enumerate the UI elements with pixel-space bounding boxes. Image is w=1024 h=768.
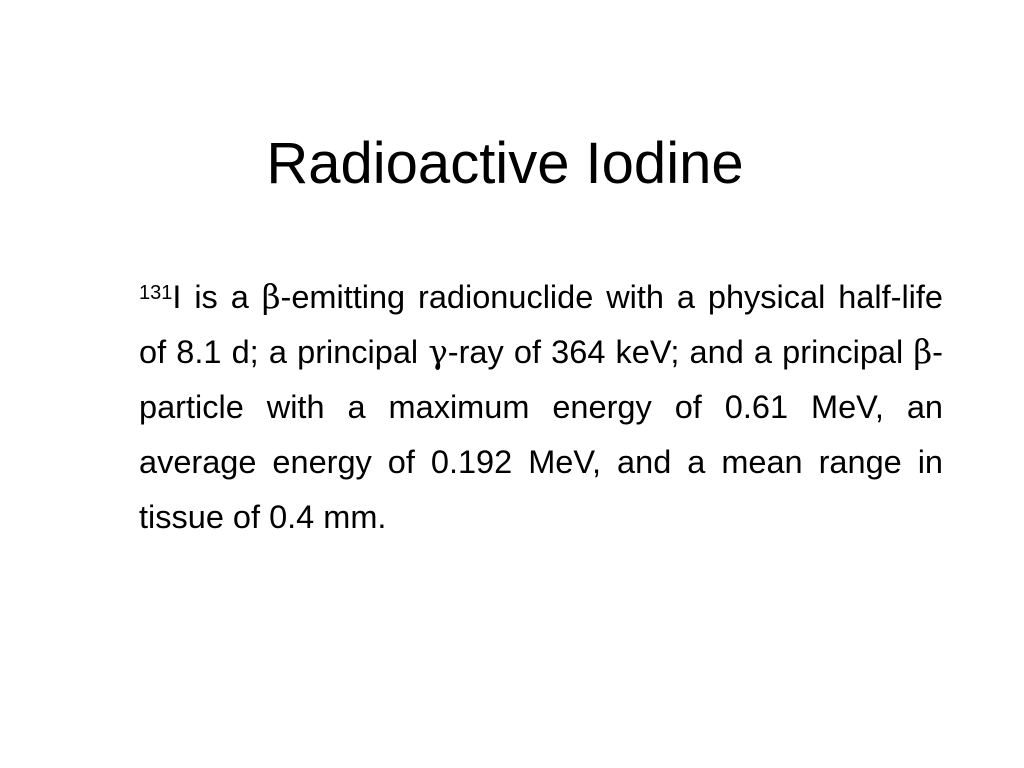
body-text-segment: is a <box>181 279 262 315</box>
mass-number-superscript: 131 <box>139 282 173 304</box>
body-text-segment: -emitting radionuclide with a physical half-life of 8.1 d; a principal <box>139 279 943 370</box>
element-symbol: I <box>172 279 182 315</box>
gamma-symbol: γ <box>428 333 448 371</box>
beta-symbol: β <box>261 278 281 316</box>
body-paragraph <box>139 270 943 545</box>
slide-title: Radioactive Iodine <box>266 131 744 196</box>
body-text-segment: -particle with a maximum energy of 0.61 MeV, an average energy of 0.192 MeV, and a mean range in tissue of 0.4 mm. <box>139 334 943 535</box>
body-text-segment: -ray of 364 keV; and a principal <box>447 334 914 370</box>
beta-symbol: β <box>913 333 933 371</box>
